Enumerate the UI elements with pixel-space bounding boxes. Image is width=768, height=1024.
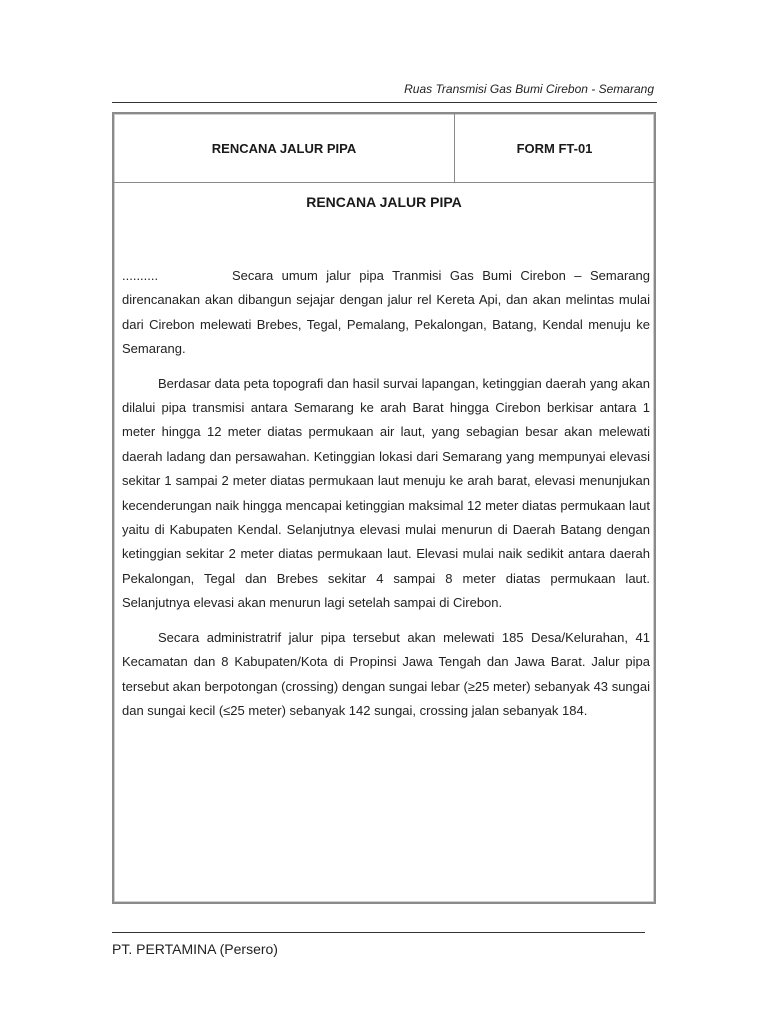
form-code: FORM FT-01 [516, 140, 593, 156]
paragraph-3-text: Secara administratrif jalur pipa tersebut akan melewati 185 Desa/Kelurahan, 41 Kecamatan dan 8 Kabupaten/Kota di Propinsi Jawa Tengah dan Jawa Barat. Jalur pipa tersebut akan berpotongan (crossing) dengan sungai lebar (≥25 meter) sebanyak 43 sungai dan sungai kecil (≤25 meter) sebanyak 142 sungai, crossing jalan sebanyak 184. [122, 629, 650, 718]
paragraph-1 [122, 264, 650, 362]
footer-company: PT. PERTAMINA (Persero) [112, 941, 278, 957]
header-rule [112, 102, 657, 103]
paragraph-2 [122, 372, 650, 616]
leader-dots: .......... [122, 268, 159, 283]
paragraph-1-text: Secara umum jalur pipa Tranmisi Gas Bumi Cirebon – Semarang direncanakan akan dibangun sejajar dengan jalur rel Kereta Api, dan akan melintas mulai dari Cirebon melewati Brebes, Tegal, Pemalang, Pekalongan, Batang, Kendal menuju ke Semarang. [122, 268, 650, 357]
form-header-title: RENCANA JALUR PIPA [114, 114, 455, 182]
document-body [122, 264, 650, 733]
running-header: Ruas Transmisi Gas Bumi Cirebon - Semarang [404, 82, 654, 96]
paragraph-2-text: Berdasar data peta topografi dan hasil survai lapangan, ketinggian daerah yang akan dilalui pipa transmisi antara Semarang ke arah Barat hingga Cirebon berkisar antara 1 meter hingga 12 meter diatas permukaan air laut, yang sebagian besar akan melewati daerah ladang dan persawahan. Ketinggian lokasi dari Semarang yang mempunyai elevasi sekitar 1 sampai 2 meter diatas permukaan laut menuju ke arah barat, elevasi menunjukan kecenderungan naik hingga mencapai ketinggian maksimal 12 meter diatas permukaan laut yaitu di Kabupaten Kendal. Selanjutnya elevasi mulai menurun di Daerah Batang dengan ketinggian sekitar 2 meter diatas permukaan laut. Elevasi mulai naik sedikit antara daerah Pekalongan, Tegal dan Brebes sekitar 4 sampai 8 meter diatas permukaan laut. Selanjutnya elevasi akan menurun lagi setelah sampai di Cirebon. [122, 375, 650, 611]
document-title: RENCANA JALUR PIPA [306, 194, 462, 210]
footer-rule [112, 932, 645, 933]
paragraph-3 [122, 626, 650, 724]
form-box [112, 112, 656, 904]
form-header-row [114, 114, 654, 183]
